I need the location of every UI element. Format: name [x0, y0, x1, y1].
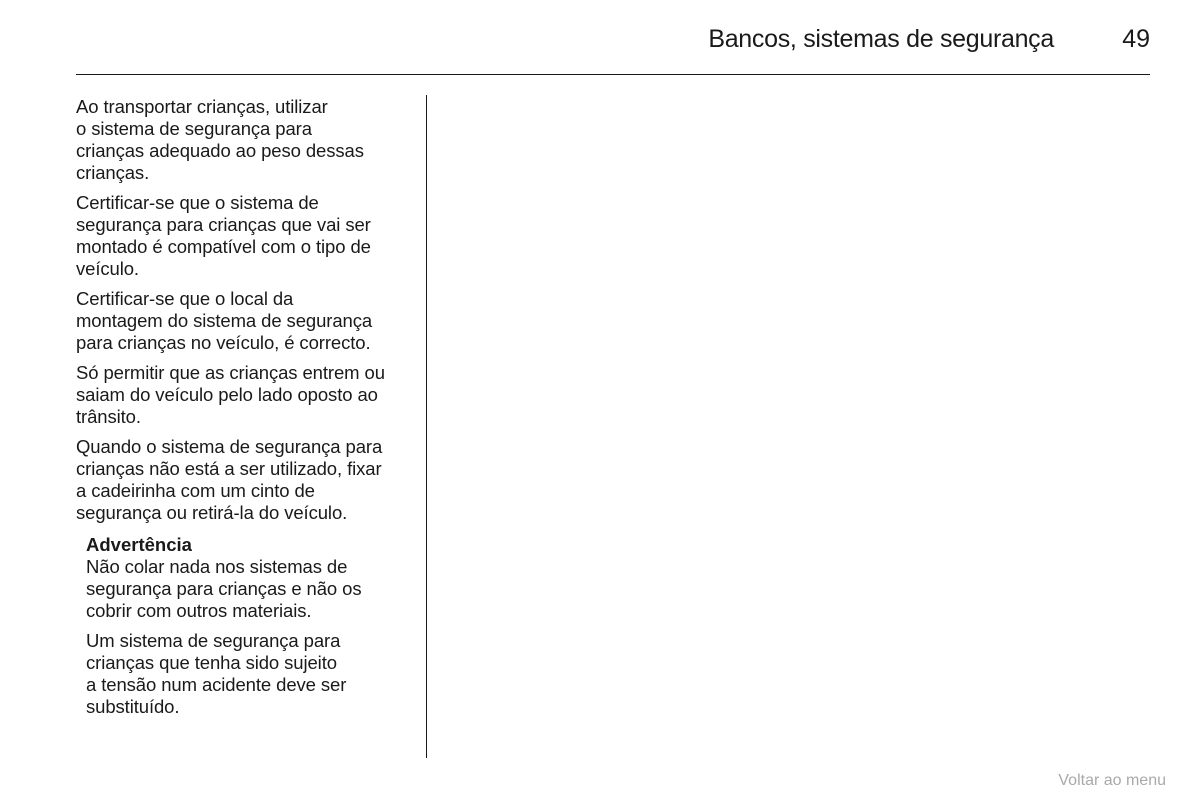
paragraph: Quando o sistema de segurança para crianças não está a ser utilizado, fixar a cadeirinha com um cinto de segurança ou retirá-la do veículo. [76, 436, 383, 523]
column-divider [426, 95, 427, 758]
warning-paragraph: Não colar nada nos sistemas de segurança para crianças e não os cobrir com outros materiais. [86, 556, 362, 621]
warning-heading: Advertência [86, 534, 192, 555]
section-title: Bancos, sistemas de segurança [708, 25, 1054, 53]
page-header [76, 22, 1150, 58]
paragraph: Só permitir que as crianças entrem ou saiam do veículo pelo lado oposto ao trânsito. [76, 362, 385, 427]
page-number: 49 [1122, 25, 1150, 53]
paragraph: Ao transportar crianças, utilizar o sistema de segurança para crianças adequado ao peso dessas crianças. [76, 96, 364, 183]
warning-box [86, 534, 416, 718]
main-column [76, 96, 416, 726]
paragraph: Certificar-se que o local da montagem do sistema de segurança para crianças no veículo, é correcto. [76, 288, 373, 353]
paragraph: Certificar-se que o sistema de segurança para crianças que vai ser montado é compatível com o tipo de veículo. [76, 192, 371, 279]
back-to-menu-link[interactable]: Voltar ao menu [1058, 772, 1166, 789]
warning-paragraph: Um sistema de segurança para crianças que tenha sido sujeito a tensão num acidente deve ser substituído. [86, 630, 347, 717]
header-divider [76, 74, 1150, 75]
